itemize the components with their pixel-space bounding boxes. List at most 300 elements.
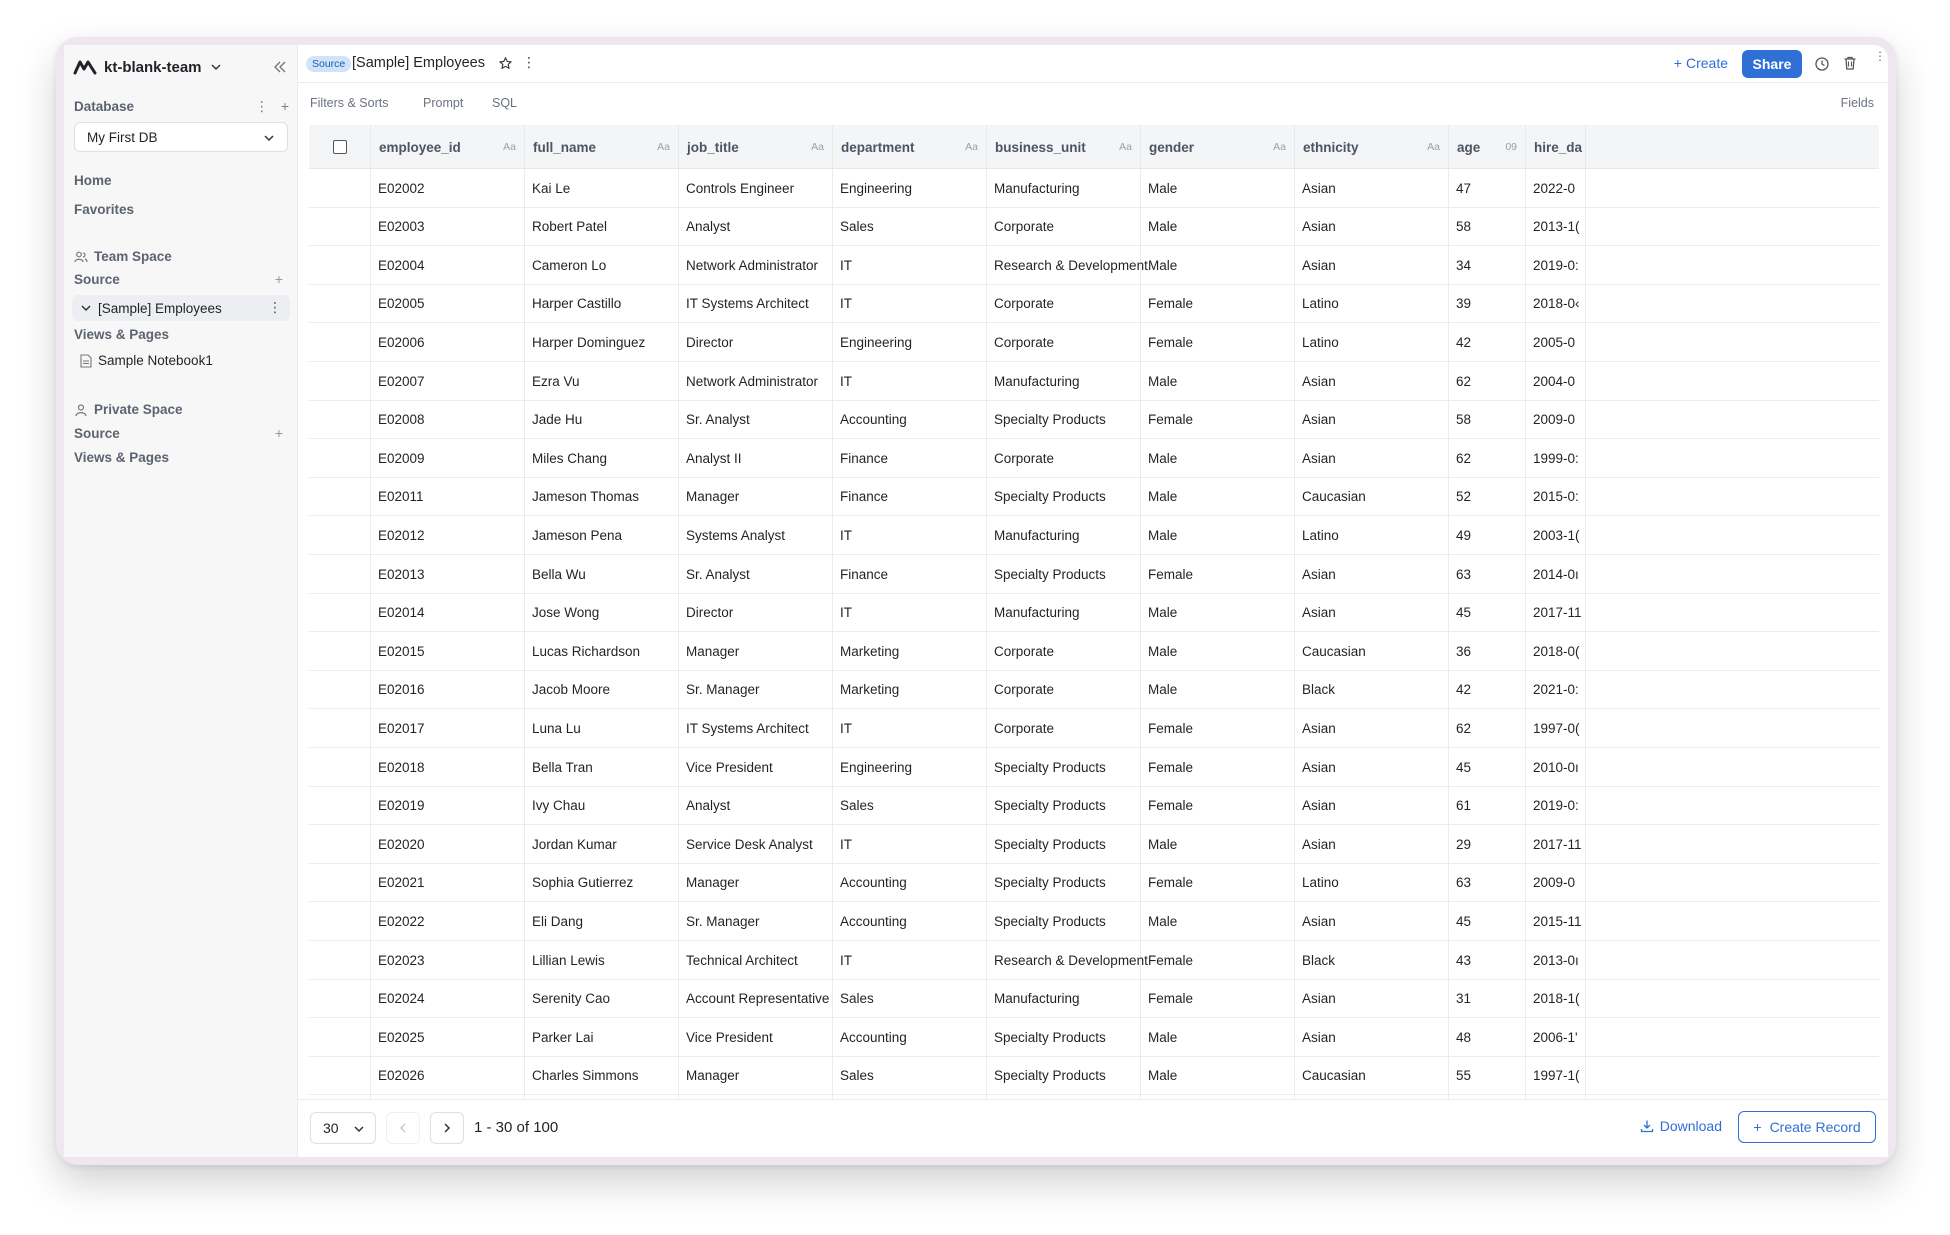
table-cell[interactable]: Ivy Chau — [525, 787, 679, 825]
row-select-cell[interactable] — [309, 246, 371, 284]
table-cell[interactable]: 42 — [1449, 671, 1526, 709]
column-header[interactable] — [1141, 125, 1295, 169]
table-cell[interactable]: 2013-0ı — [1526, 941, 1586, 979]
private-source-label[interactable]: Source — [74, 426, 120, 441]
table-cell[interactable]: Asian — [1295, 594, 1449, 632]
table-cell[interactable]: Sr. Manager — [679, 902, 833, 940]
table-cell[interactable]: Asian — [1295, 362, 1449, 400]
table-cell[interactable]: Miles Chang — [525, 439, 679, 477]
table-cell[interactable]: Sr. Manager — [679, 671, 833, 709]
table-cell[interactable]: Sales — [833, 787, 987, 825]
table-cell[interactable]: Bella Tran — [525, 748, 679, 786]
table-cell[interactable]: 2015-11 — [1526, 902, 1586, 940]
table-cell[interactable]: E02012 — [371, 516, 525, 554]
table-cell[interactable]: Female — [1141, 864, 1295, 902]
table-cell[interactable]: 45 — [1449, 902, 1526, 940]
table-cell[interactable]: Vice President — [679, 1018, 833, 1056]
table-cell[interactable]: 2010-0ı — [1526, 748, 1586, 786]
table-cell[interactable]: IT Systems Architect — [679, 285, 833, 323]
table-cell[interactable]: 2003-1( — [1526, 516, 1586, 554]
row-select-cell[interactable] — [309, 787, 371, 825]
private-space-header[interactable] — [74, 402, 183, 417]
table-cell[interactable]: Asian — [1295, 1018, 1449, 1056]
table-cell[interactable]: 62 — [1449, 709, 1526, 747]
table-cell[interactable]: Female — [1141, 323, 1295, 361]
table-cell[interactable]: Corporate — [987, 285, 1141, 323]
table-cell[interactable]: Robert Patel — [525, 208, 679, 246]
table-cell[interactable]: 2022-0 — [1526, 169, 1586, 207]
table-cell[interactable]: Asian — [1295, 709, 1449, 747]
table-cell[interactable]: Manager — [679, 864, 833, 902]
table-cell[interactable]: Male — [1141, 439, 1295, 477]
table-cell[interactable]: Manufacturing — [987, 516, 1141, 554]
table-cell[interactable]: Corporate — [987, 208, 1141, 246]
row-select-cell[interactable] — [309, 980, 371, 1018]
select-all-checkbox[interactable] — [333, 140, 347, 154]
table-cell[interactable]: Asian — [1295, 555, 1449, 593]
row-select-cell[interactable] — [309, 323, 371, 361]
page-size-select[interactable] — [310, 1112, 376, 1144]
table-cell[interactable]: E02025 — [371, 1018, 525, 1056]
table-cell[interactable]: Specialty Products — [987, 555, 1141, 593]
table-cell[interactable]: Specialty Products — [987, 478, 1141, 516]
row-select-cell[interactable] — [309, 825, 371, 863]
table-cell[interactable]: Male — [1141, 1057, 1295, 1095]
table-cell[interactable]: 48 — [1449, 1018, 1526, 1056]
team-space-header[interactable] — [74, 249, 172, 264]
table-cell[interactable]: Parker Lai — [525, 1018, 679, 1056]
table-cell[interactable]: Engineering — [833, 169, 987, 207]
table-cell[interactable]: E02004 — [371, 246, 525, 284]
table-cell[interactable]: 62 — [1449, 439, 1526, 477]
table-cell[interactable]: Male — [1141, 632, 1295, 670]
table-cell[interactable]: 1999-0: — [1526, 439, 1586, 477]
team-switcher[interactable] — [74, 55, 288, 79]
table-cell[interactable]: 2019-0: — [1526, 246, 1586, 284]
table-cell[interactable]: Sr. Analyst — [679, 555, 833, 593]
table-cell[interactable]: Finance — [833, 555, 987, 593]
table-cell[interactable]: 58 — [1449, 401, 1526, 439]
table-cell[interactable]: E02015 — [371, 632, 525, 670]
table-cell[interactable]: Asian — [1295, 208, 1449, 246]
table-cell[interactable]: Male — [1141, 169, 1295, 207]
table-cell[interactable]: E02002 — [371, 169, 525, 207]
table-cell[interactable]: 2017-11 — [1526, 825, 1586, 863]
table-row[interactable] — [309, 825, 1879, 864]
table-row[interactable] — [309, 285, 1879, 324]
table-cell[interactable]: Female — [1141, 748, 1295, 786]
table-cell[interactable]: Caucasian — [1295, 632, 1449, 670]
table-cell[interactable]: 39 — [1449, 285, 1526, 323]
team-source-label[interactable]: Source — [74, 272, 120, 287]
table-cell[interactable]: E02016 — [371, 671, 525, 709]
table-row[interactable] — [309, 902, 1879, 941]
database-select[interactable] — [74, 122, 288, 152]
table-cell[interactable]: Research & Development — [987, 246, 1141, 284]
table-cell[interactable]: Manufacturing — [987, 980, 1141, 1018]
table-cell[interactable]: Male — [1141, 246, 1295, 284]
table-cell[interactable]: Male — [1141, 478, 1295, 516]
table-row[interactable] — [309, 208, 1879, 247]
table-cell[interactable]: Male — [1141, 902, 1295, 940]
table-cell[interactable]: E02013 — [371, 555, 525, 593]
table-cell[interactable]: 2004-0 — [1526, 362, 1586, 400]
table-row[interactable] — [309, 748, 1879, 787]
table-cell[interactable]: Male — [1141, 208, 1295, 246]
table-cell[interactable]: E02007 — [371, 362, 525, 400]
table-cell[interactable]: Male — [1141, 671, 1295, 709]
table-cell[interactable]: Jade Hu — [525, 401, 679, 439]
table-cell[interactable]: Corporate — [987, 709, 1141, 747]
table-cell[interactable]: 2018-0( — [1526, 632, 1586, 670]
table-row[interactable] — [309, 478, 1879, 517]
table-cell[interactable]: Asian — [1295, 902, 1449, 940]
nav-home[interactable]: Home — [74, 173, 112, 188]
table-cell[interactable]: Analyst — [679, 787, 833, 825]
table-cell[interactable]: 43 — [1449, 941, 1526, 979]
table-cell[interactable]: Specialty Products — [987, 1018, 1141, 1056]
table-cell[interactable]: 63 — [1449, 555, 1526, 593]
table-cell[interactable]: Asian — [1295, 401, 1449, 439]
table-cell[interactable]: Manager — [679, 478, 833, 516]
table-cell[interactable]: Manufacturing — [987, 169, 1141, 207]
table-cell[interactable]: IT — [833, 825, 987, 863]
row-select-cell[interactable] — [309, 208, 371, 246]
table-cell[interactable]: Manufacturing — [987, 362, 1141, 400]
table-cell[interactable]: Accounting — [833, 401, 987, 439]
table-cell[interactable]: E02017 — [371, 709, 525, 747]
table-cell[interactable]: 1997-1( — [1526, 1057, 1586, 1095]
table-cell[interactable]: Asian — [1295, 439, 1449, 477]
table-cell[interactable]: IT — [833, 516, 987, 554]
add-private-source-button[interactable]: + — [274, 425, 283, 441]
tab-sql[interactable]: SQL — [492, 96, 518, 110]
table-cell[interactable]: IT — [833, 594, 987, 632]
table-cell[interactable]: Asian — [1295, 825, 1449, 863]
table-cell[interactable]: Accounting — [833, 864, 987, 902]
table-cell[interactable]: E02003 — [371, 208, 525, 246]
create-button[interactable] — [1674, 55, 1728, 71]
column-header[interactable] — [371, 125, 525, 169]
table-cell[interactable]: Specialty Products — [987, 902, 1141, 940]
table-cell[interactable]: Sr. Analyst — [679, 401, 833, 439]
table-cell[interactable]: 52 — [1449, 478, 1526, 516]
table-row[interactable] — [309, 323, 1879, 362]
table-cell[interactable]: Marketing — [833, 632, 987, 670]
table-cell[interactable]: IT Systems Architect — [679, 709, 833, 747]
table-cell[interactable]: Kai Le — [525, 169, 679, 207]
table-row[interactable] — [309, 787, 1879, 826]
private-views-pages[interactable]: Views & Pages — [74, 450, 170, 465]
table-cell[interactable]: Asian — [1295, 980, 1449, 1018]
table-cell[interactable]: Systems Analyst — [679, 516, 833, 554]
table-cell[interactable]: Male — [1141, 516, 1295, 554]
table-cell[interactable]: 2015-0: — [1526, 478, 1586, 516]
table-cell[interactable]: 2018-1( — [1526, 980, 1586, 1018]
table-cell[interactable]: Caucasian — [1295, 1057, 1449, 1095]
table-cell[interactable]: Controls Engineer — [679, 169, 833, 207]
table-cell[interactable]: 2013-1( — [1526, 208, 1586, 246]
collapse-sidebar-icon[interactable] — [272, 59, 288, 75]
table-cell[interactable]: Jacob Moore — [525, 671, 679, 709]
table-row[interactable] — [309, 439, 1879, 478]
sidebar-item-sample-employees[interactable] — [72, 295, 290, 321]
column-header[interactable] — [1449, 125, 1526, 169]
table-cell[interactable]: Eli Dang — [525, 902, 679, 940]
table-cell[interactable]: Engineering — [833, 748, 987, 786]
table-cell[interactable]: Account Representative — [679, 980, 833, 1018]
table-cell[interactable]: 58 — [1449, 208, 1526, 246]
table-cell[interactable]: Specialty Products — [987, 825, 1141, 863]
table-cell[interactable]: Marketing — [833, 671, 987, 709]
row-select-cell[interactable] — [309, 1057, 371, 1095]
table-cell[interactable]: IT — [833, 709, 987, 747]
table-cell[interactable]: Manager — [679, 632, 833, 670]
table-cell[interactable]: E02023 — [371, 941, 525, 979]
column-header[interactable] — [987, 125, 1141, 169]
table-cell[interactable]: 49 — [1449, 516, 1526, 554]
table-cell[interactable]: 55 — [1449, 1057, 1526, 1095]
download-button[interactable] — [1640, 1118, 1722, 1134]
row-select-cell[interactable] — [309, 439, 371, 477]
table-cell[interactable]: Jordan Kumar — [525, 825, 679, 863]
table-cell[interactable]: Technical Architect — [679, 941, 833, 979]
table-cell[interactable]: Specialty Products — [987, 787, 1141, 825]
table-cell[interactable]: Analyst II — [679, 439, 833, 477]
table-cell[interactable]: Lucas Richardson — [525, 632, 679, 670]
table-cell[interactable]: Female — [1141, 941, 1295, 979]
next-page-button[interactable] — [430, 1112, 464, 1144]
table-row[interactable] — [309, 1018, 1879, 1057]
table-cell[interactable]: Accounting — [833, 1018, 987, 1056]
table-cell[interactable]: Director — [679, 323, 833, 361]
row-select-cell[interactable] — [309, 169, 371, 207]
row-select-cell[interactable] — [309, 401, 371, 439]
sidebar-item-notebook[interactable] — [80, 353, 213, 368]
table-cell[interactable]: Female — [1141, 787, 1295, 825]
table-cell[interactable]: 34 — [1449, 246, 1526, 284]
table-row[interactable] — [309, 169, 1879, 208]
table-cell[interactable]: Male — [1141, 1018, 1295, 1056]
table-cell[interactable]: Latino — [1295, 864, 1449, 902]
row-select-cell[interactable] — [309, 671, 371, 709]
table-cell[interactable]: Female — [1141, 980, 1295, 1018]
table-cell[interactable]: Corporate — [987, 323, 1141, 361]
row-select-cell[interactable] — [309, 555, 371, 593]
table-cell[interactable]: Black — [1295, 671, 1449, 709]
table-row[interactable] — [309, 864, 1879, 903]
row-select-cell[interactable] — [309, 941, 371, 979]
table-cell[interactable]: Analyst — [679, 208, 833, 246]
table-cell[interactable]: 2005-0 — [1526, 323, 1586, 361]
table-cell[interactable]: E02019 — [371, 787, 525, 825]
table-cell[interactable]: Bella Wu — [525, 555, 679, 593]
tab-prompt[interactable]: Prompt — [423, 96, 464, 110]
table-cell[interactable]: Specialty Products — [987, 401, 1141, 439]
table-cell[interactable]: E02011 — [371, 478, 525, 516]
table-cell[interactable]: Service Desk Analyst — [679, 825, 833, 863]
table-cell[interactable]: Manufacturing — [987, 594, 1141, 632]
item-menu-button[interactable]: ⋮ — [268, 299, 282, 315]
row-select-cell[interactable] — [309, 864, 371, 902]
table-cell[interactable]: E02020 — [371, 825, 525, 863]
table-row[interactable] — [309, 362, 1879, 401]
row-select-cell[interactable] — [309, 594, 371, 632]
star-icon[interactable] — [498, 56, 513, 71]
table-cell[interactable]: Engineering — [833, 323, 987, 361]
table-cell[interactable]: Vice President — [679, 748, 833, 786]
table-cell[interactable]: Lillian Lewis — [525, 941, 679, 979]
table-cell[interactable]: Black — [1295, 941, 1449, 979]
table-cell[interactable]: Research & Development — [987, 941, 1141, 979]
table-cell[interactable]: Asian — [1295, 748, 1449, 786]
tab-filters-sorts[interactable]: Filters & Sorts — [310, 96, 389, 110]
table-row[interactable] — [309, 516, 1879, 555]
table-cell[interactable]: Ezra Vu — [525, 362, 679, 400]
table-cell[interactable]: IT — [833, 362, 987, 400]
table-cell[interactable]: Corporate — [987, 632, 1141, 670]
table-cell[interactable]: 62 — [1449, 362, 1526, 400]
column-header[interactable] — [833, 125, 987, 169]
column-header[interactable] — [1295, 125, 1449, 169]
table-cell[interactable]: Asian — [1295, 787, 1449, 825]
table-cell[interactable]: 42 — [1449, 323, 1526, 361]
row-select-cell[interactable] — [309, 1018, 371, 1056]
table-cell[interactable]: 1997-0( — [1526, 709, 1586, 747]
table-cell[interactable]: 45 — [1449, 748, 1526, 786]
share-button[interactable]: Share — [1742, 50, 1802, 78]
table-cell[interactable]: Finance — [833, 478, 987, 516]
table-cell[interactable]: 45 — [1449, 594, 1526, 632]
table-cell[interactable]: 2006-1' — [1526, 1018, 1586, 1056]
table-cell[interactable]: E02014 — [371, 594, 525, 632]
table-cell[interactable]: 2009-0 — [1526, 401, 1586, 439]
fields-button[interactable]: Fields — [1840, 96, 1874, 110]
team-views-pages[interactable]: Views & Pages — [74, 327, 170, 342]
create-record-button[interactable] — [1738, 1111, 1876, 1143]
column-header[interactable] — [679, 125, 833, 169]
table-row[interactable] — [309, 941, 1879, 980]
row-select-cell[interactable] — [309, 285, 371, 323]
table-row[interactable] — [309, 980, 1879, 1019]
table-cell[interactable]: Cameron Lo — [525, 246, 679, 284]
table-row[interactable] — [309, 594, 1879, 633]
table-cell[interactable]: 2014-0ı — [1526, 555, 1586, 593]
table-cell[interactable]: 47 — [1449, 169, 1526, 207]
table-cell[interactable]: Latino — [1295, 516, 1449, 554]
table-cell[interactable]: Caucasian — [1295, 478, 1449, 516]
add-database-button[interactable]: + — [280, 98, 289, 114]
prev-page-button[interactable] — [386, 1112, 420, 1144]
table-cell[interactable]: Network Administrator — [679, 362, 833, 400]
table-row[interactable] — [309, 632, 1879, 671]
table-row[interactable] — [309, 401, 1879, 440]
table-cell[interactable]: Asian — [1295, 246, 1449, 284]
table-cell[interactable]: Specialty Products — [987, 864, 1141, 902]
column-header[interactable] — [1526, 125, 1586, 169]
table-cell[interactable]: Serenity Cao — [525, 980, 679, 1018]
table-cell[interactable]: Female — [1141, 709, 1295, 747]
trash-icon[interactable] — [1842, 55, 1858, 71]
row-select-cell[interactable] — [309, 362, 371, 400]
table-cell[interactable]: 2018-0‹ — [1526, 285, 1586, 323]
table-cell[interactable]: E02024 — [371, 980, 525, 1018]
table-cell[interactable]: Asian — [1295, 169, 1449, 207]
table-cell[interactable]: 29 — [1449, 825, 1526, 863]
history-icon[interactable] — [1814, 56, 1830, 72]
table-cell[interactable]: Manager — [679, 1057, 833, 1095]
table-cell[interactable]: E02021 — [371, 864, 525, 902]
table-cell[interactable]: Corporate — [987, 439, 1141, 477]
table-cell[interactable]: 36 — [1449, 632, 1526, 670]
table-cell[interactable]: Network Administrator — [679, 246, 833, 284]
table-cell[interactable]: Harper Castillo — [525, 285, 679, 323]
row-select-cell[interactable] — [309, 902, 371, 940]
table-cell[interactable]: Male — [1141, 825, 1295, 863]
table-cell[interactable]: Specialty Products — [987, 1057, 1141, 1095]
table-cell[interactable]: E02009 — [371, 439, 525, 477]
table-cell[interactable]: Corporate — [987, 671, 1141, 709]
table-cell[interactable]: 2019-0: — [1526, 787, 1586, 825]
table-cell[interactable]: Female — [1141, 555, 1295, 593]
table-row[interactable] — [309, 709, 1879, 748]
window-menu-dots[interactable]: ⋮ — [1874, 49, 1886, 63]
table-cell[interactable]: Sales — [833, 980, 987, 1018]
table-row[interactable] — [309, 555, 1879, 594]
table-cell[interactable]: Jameson Thomas — [525, 478, 679, 516]
row-select-cell[interactable] — [309, 478, 371, 516]
table-cell[interactable]: Male — [1141, 594, 1295, 632]
table-cell[interactable]: E02006 — [371, 323, 525, 361]
table-cell[interactable]: Sophia Gutierrez — [525, 864, 679, 902]
table-cell[interactable]: Finance — [833, 439, 987, 477]
table-row[interactable] — [309, 1057, 1879, 1096]
table-cell[interactable]: IT — [833, 246, 987, 284]
table-cell[interactable]: Accounting — [833, 902, 987, 940]
table-cell[interactable]: 31 — [1449, 980, 1526, 1018]
table-cell[interactable]: Female — [1141, 401, 1295, 439]
table-cell[interactable]: Specialty Products — [987, 748, 1141, 786]
table-cell[interactable]: 63 — [1449, 864, 1526, 902]
table-cell[interactable]: Harper Dominguez — [525, 323, 679, 361]
title-menu-button[interactable]: ⋮ — [522, 54, 536, 70]
table-cell[interactable]: IT — [833, 285, 987, 323]
table-row[interactable] — [309, 671, 1879, 710]
table-cell[interactable]: 2021-0: — [1526, 671, 1586, 709]
table-cell[interactable]: E02026 — [371, 1057, 525, 1095]
column-header[interactable] — [525, 125, 679, 169]
table-cell[interactable]: Male — [1141, 362, 1295, 400]
table-row[interactable] — [309, 246, 1879, 285]
table-cell[interactable]: Latino — [1295, 285, 1449, 323]
nav-favorites[interactable]: Favorites — [74, 202, 135, 217]
row-select-cell[interactable] — [309, 632, 371, 670]
table-cell[interactable]: Charles Simmons — [525, 1057, 679, 1095]
add-team-source-button[interactable]: + — [274, 271, 283, 287]
row-select-cell[interactable] — [309, 709, 371, 747]
row-select-cell[interactable] — [309, 516, 371, 554]
table-cell[interactable]: Luna Lu — [525, 709, 679, 747]
row-select-cell[interactable] — [309, 748, 371, 786]
table-cell[interactable]: 61 — [1449, 787, 1526, 825]
table-cell[interactable]: E02005 — [371, 285, 525, 323]
table-cell[interactable]: Jose Wong — [525, 594, 679, 632]
table-cell[interactable]: Sales — [833, 208, 987, 246]
table-cell[interactable]: IT — [833, 941, 987, 979]
table-cell[interactable]: E02022 — [371, 902, 525, 940]
table-cell[interactable]: 2017-11 — [1526, 594, 1586, 632]
table-cell[interactable]: Female — [1141, 285, 1295, 323]
